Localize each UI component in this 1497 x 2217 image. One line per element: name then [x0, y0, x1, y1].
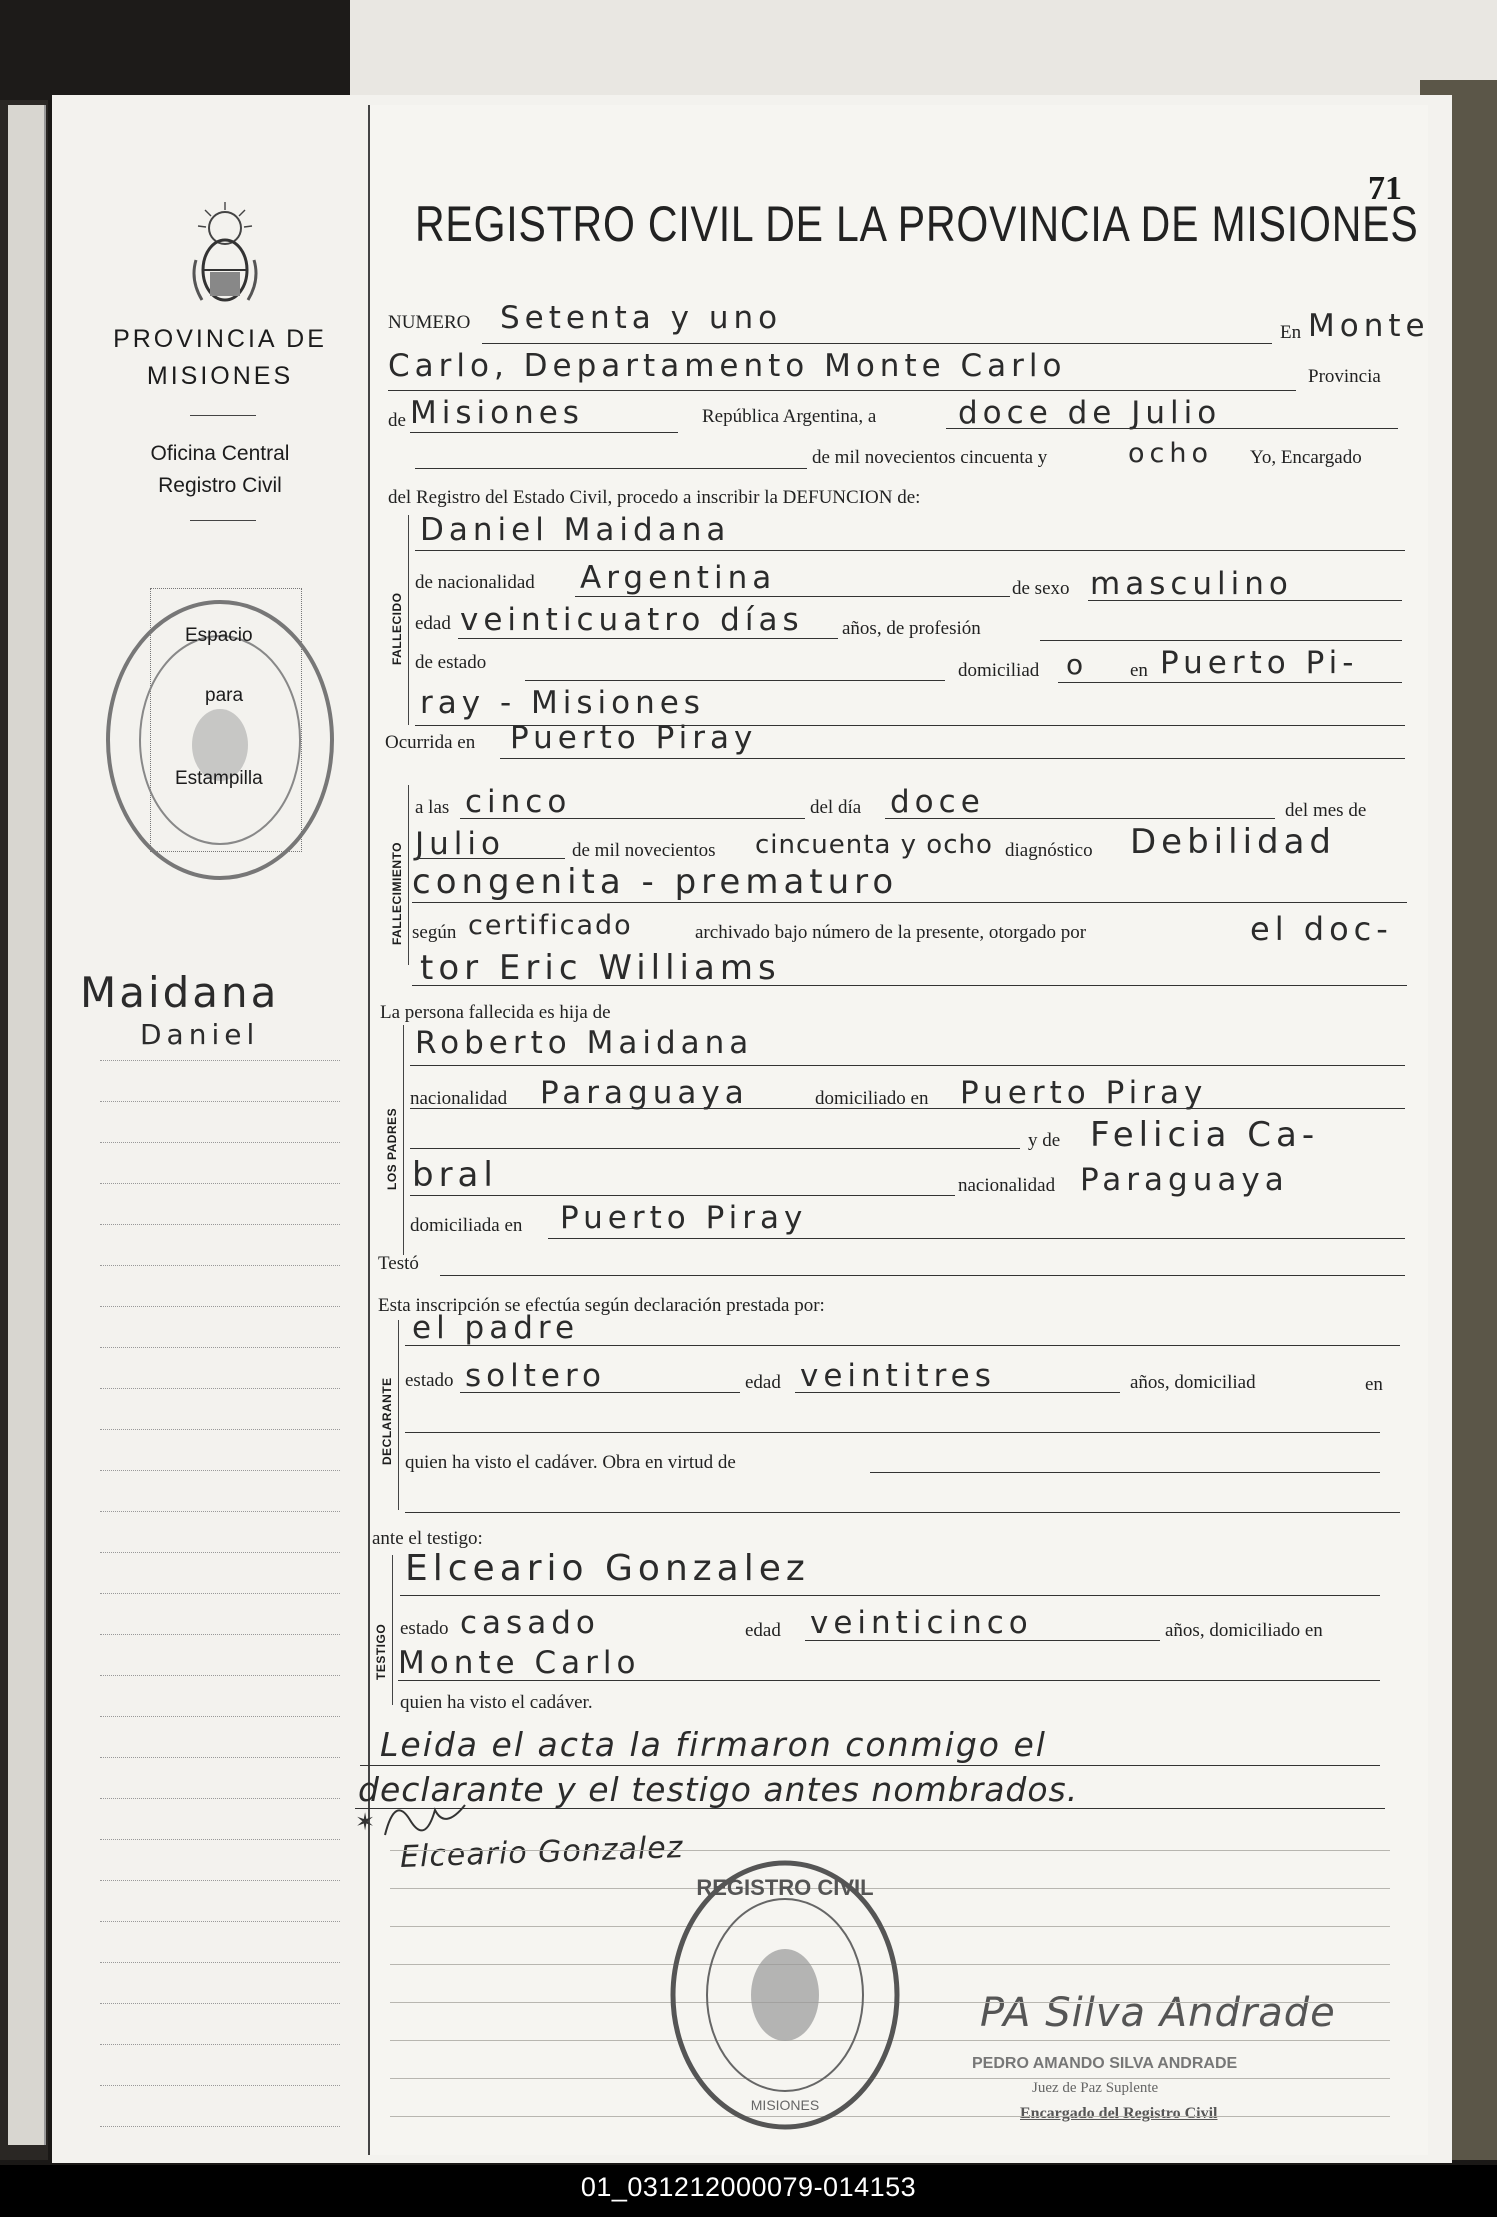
label-registro: del Registro del Estado Civil, procedo a inscribir la DEFUNCION de: [388, 487, 921, 508]
label-de: de [388, 410, 406, 431]
margin-ruled-line [100, 1306, 340, 1307]
label-nacionalidad-madre: nacionalidad [958, 1175, 1056, 1196]
margin-ruled-line [100, 1511, 340, 1512]
label-sexo: de sexo [1012, 578, 1070, 599]
label-domiciliada-en: domiciliada en [410, 1215, 523, 1236]
field-diagnostico: Debilidad [1130, 822, 1337, 862]
seal-text: REGISTRO CIVIL [696, 1875, 874, 1900]
label-en: En [1280, 322, 1302, 343]
label-nacionalidad: de nacionalidad [415, 572, 535, 593]
officer-role: Encargado del Registro Civil [1020, 2105, 1218, 2122]
field-lugar-cont: Carlo, Departamento Monte Carlo [388, 348, 1067, 384]
label-estado-declarante: estado [405, 1370, 454, 1391]
label-diagnostico: diagnóstico [1005, 840, 1093, 861]
label-en-domicilio: en [1130, 660, 1148, 681]
officer-title: Juez de Paz Suplente [1032, 2080, 1159, 2096]
field-nacionalidad: Argentina [580, 560, 777, 596]
margin-ruled-line [100, 1593, 340, 1594]
label-y-de: y de [1028, 1130, 1061, 1151]
field-testigo-edad: veinticinco [810, 1605, 1033, 1641]
ruled-line [390, 1850, 1390, 1851]
margin-ruled-line [100, 1060, 340, 1061]
label-segun: según [412, 922, 457, 943]
stamp-para-label: para [205, 685, 244, 706]
margin-name: Daniel [140, 1018, 260, 1051]
field-declarante: el padre [412, 1310, 580, 1346]
sidebar-divider [190, 415, 256, 416]
closing-line-1: Leida el acta la firmaron conmigo el [380, 1725, 1047, 1764]
label-del-dia: del día [810, 797, 862, 818]
label-estado-testigo: estado [400, 1618, 449, 1639]
label-archivado: archivado bajo número de la presente, otorgado por [695, 922, 1087, 943]
field-declarante-estado: soltero [465, 1358, 606, 1394]
stamp-space-label: Espacio [185, 625, 253, 646]
field-domicilio-sufijo: o [1066, 648, 1089, 681]
label-nacionalidad-padre: nacionalidad [410, 1088, 508, 1109]
field-ocurrida: Puerto Piray [510, 720, 758, 756]
label-quien-visto: quien ha visto el cadáver. Obra en virtud de [405, 1452, 736, 1473]
previous-page-edge [8, 105, 46, 2145]
margin-ruled-line [100, 1757, 340, 1758]
margin-ruled-line [100, 1265, 340, 1266]
officer-signature: PA Silva Andrade [980, 1990, 1336, 2036]
field-hora: cinco [465, 784, 572, 820]
field-provincia: Misiones [410, 395, 584, 431]
field-domicilio: Puerto Pi- [1160, 645, 1359, 681]
officer-name: PEDRO AMANDO SILVA ANDRADE [972, 2055, 1238, 2072]
closing-line-2: declarante y el testigo antes nombrados. [358, 1770, 1079, 1809]
margin-ruled-line [100, 1634, 340, 1635]
label-ante-testigo: ante el testigo: [372, 1528, 483, 1549]
sidebar-divider [190, 520, 256, 521]
label-estado: de estado [415, 652, 487, 673]
svg-text:✶: ✶ [355, 1808, 376, 1836]
margin-ruled-line [100, 1183, 340, 1184]
label-de-mil: de mil novecientos cincuenta y [812, 447, 1048, 468]
field-padre-domicilio: Puerto Piray [960, 1075, 1208, 1111]
label-edad: edad [415, 613, 451, 634]
field-doctor-cont: tor Eric Williams [420, 948, 781, 988]
label-republica: República Argentina, a [702, 406, 877, 427]
field-padre: Roberto Maidana [415, 1025, 754, 1061]
margin-ruled-line [100, 1716, 340, 1717]
label-edad-declarante: edad [745, 1372, 781, 1393]
field-nombre: Daniel Maidana [420, 512, 731, 548]
label-en-declarante: en [1365, 1374, 1383, 1395]
page-number: 71 [1368, 170, 1402, 207]
seal-bottom-text: MISIONES [750, 2097, 820, 2113]
official-seal-icon [665, 1855, 905, 2135]
label-anos-domiciliad: años, domiciliad [1130, 1372, 1256, 1393]
field-certificado: certificado [468, 910, 633, 941]
margin-ruled-line [100, 1224, 340, 1225]
label-ocurrida: Ocurrida en [385, 732, 476, 753]
field-sexo: masculino [1090, 566, 1293, 602]
margin-ruled-line [100, 1675, 340, 1676]
label-provincia: Provincia [1308, 366, 1381, 387]
margin-ruled-line [100, 1921, 340, 1922]
field-testigo-domicilio: Monte Carlo [398, 1645, 641, 1681]
label-testo: Testó [378, 1253, 419, 1274]
field-lugar: Monte [1308, 308, 1430, 344]
section-fallecido: FALLECIDO [390, 592, 404, 665]
field-madre: Felicia Ca- [1090, 1115, 1320, 1155]
label-domiciliado-en: domiciliado en [815, 1088, 929, 1109]
section-fallecimiento: FALLECIMIENTO [390, 842, 404, 945]
field-testigo-estado: casado [460, 1605, 600, 1641]
margin-ruled-line [100, 1839, 340, 1840]
field-padre-nacionalidad: Paraguaya [540, 1075, 749, 1111]
image-filename: 01_031212000079-014153 [580, 2172, 917, 2202]
margin-ruled-line [100, 2044, 340, 2045]
field-dia: doce [890, 784, 985, 820]
margin-surname: Maidana [80, 968, 280, 1017]
margin-ruled-line [100, 1962, 340, 1963]
stamp-estampilla-label: Estampilla [175, 768, 263, 789]
label-yo: Yo, Encargado [1250, 447, 1362, 468]
margin-ruled-line [100, 1798, 340, 1799]
field-numero: Setenta y uno [500, 300, 783, 336]
page-title: REGISTRO CIVIL DE LA PROVINCIA DE MISIONES [415, 196, 1419, 252]
margin-ruled-line [100, 1142, 340, 1143]
field-edad: veinticuatro días [460, 602, 804, 638]
label-a-las: a las [415, 797, 450, 818]
field-fecha: doce de Julio [958, 395, 1222, 431]
field-madre-cont: bral [412, 1155, 498, 1195]
label-domiciliad: domiciliad [958, 660, 1040, 681]
margin-ruled-line [100, 1880, 340, 1881]
field-diagnostico-cont: congenita - prematuro [412, 862, 899, 902]
label-numero: NUMERO [388, 312, 471, 333]
label-quien-visto-testigo: quien ha visto el cadáver. [400, 1692, 593, 1713]
margin-ruled-line [100, 2126, 340, 2127]
label-del-mes: del mes de [1285, 800, 1367, 821]
field-madre-domicilio: Puerto Piray [560, 1200, 808, 1236]
margin-ruled-line [100, 1552, 340, 1553]
field-anio: ocho [1128, 438, 1213, 469]
label-anos-domiciliado: años, domiciliado en [1165, 1620, 1323, 1641]
margin-ruled-line [100, 1388, 340, 1389]
field-declarante-edad: veintitres [800, 1358, 996, 1394]
margin-ruled-line [100, 1429, 340, 1430]
sidebar-province: PROVINCIA DE [113, 325, 327, 353]
sidebar-province-name: MISIONES [146, 362, 294, 390]
label-inscripcion: Esta inscripción se efectúa según declaración prestada por: [378, 1295, 825, 1316]
coat-of-arms-icon [190, 200, 260, 310]
field-doctor: el doc- [1250, 910, 1393, 948]
field-anio-muerte: cincuenta y ocho [755, 830, 993, 860]
margin-ruled-line [100, 2003, 340, 2004]
field-madre-nacionalidad: Paraguaya [1080, 1162, 1289, 1198]
section-testigo: TESTIGO [374, 1623, 388, 1680]
margin-ruled-line [100, 2085, 340, 2086]
field-mes: Julio [415, 826, 505, 862]
label-edad-testigo: edad [745, 1620, 781, 1641]
background-dark-corner [0, 0, 350, 100]
section-padres: LOS PADRES [385, 1107, 399, 1190]
label-anos-profesion: años, de profesión [842, 618, 981, 639]
field-domicilio-cont: ray - Misiones [420, 685, 705, 721]
margin-ruled-line [100, 1347, 340, 1348]
sidebar-office: Oficina Central [150, 442, 290, 465]
field-testigo: Elceario Gonzalez [405, 1548, 810, 1589]
label-hija-de: La persona fallecida es hija de [380, 1002, 611, 1023]
label-de-mil-2: de mil novecientos [572, 840, 716, 861]
section-declarante: DECLARANTE [380, 1377, 394, 1465]
margin-ruled-line [100, 1101, 340, 1102]
sidebar-registry: Registro Civil [158, 474, 282, 497]
margin-ruled-line [100, 1470, 340, 1471]
witness-signature: Elceario Gonzalez [399, 1830, 685, 1875]
